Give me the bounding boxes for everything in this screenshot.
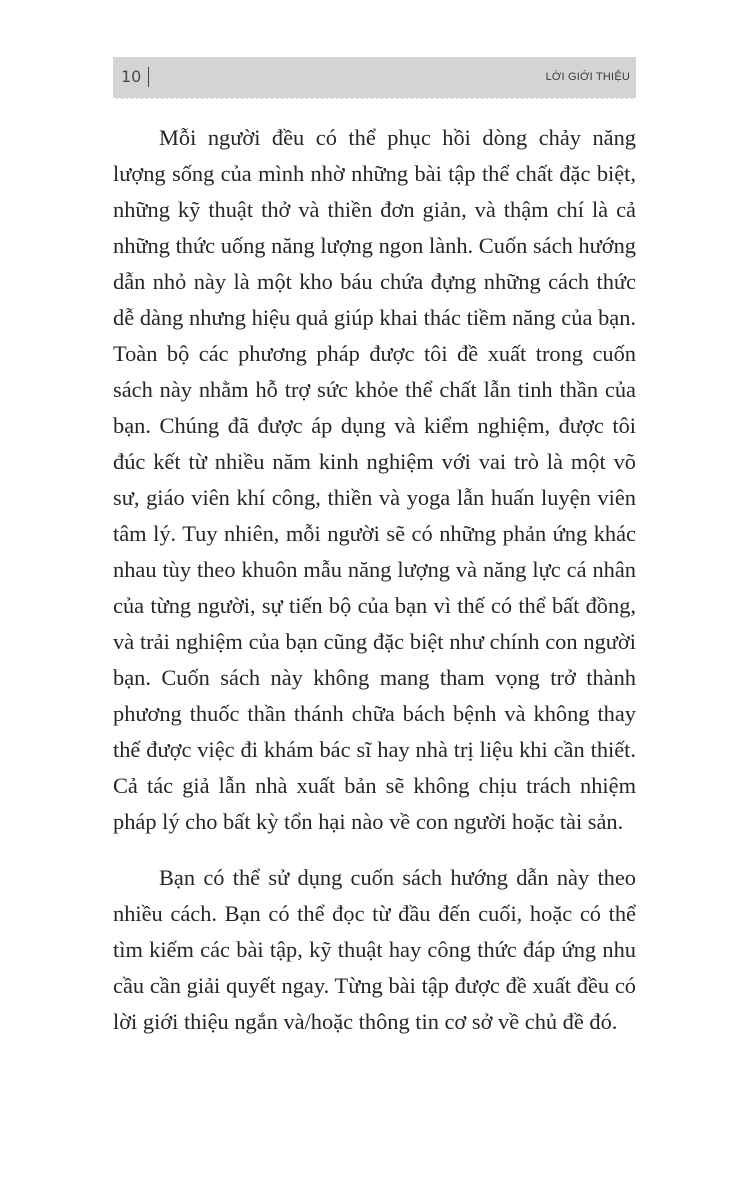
paragraph: Mỗi người đều có thể phục hồi dòng chảy năng lượng sống của mình nhờ những bài tập thể chất đặc biệt, những kỹ thuật thở và thiền đơn giản, và thậm chí là cả những thức uống năng lượng ngon lành. Cuốn sách hướng dẫn nhỏ này là một kho báu chứa đựng những cách thức dễ dàng nhưng hiệu quả giúp khai thác tiềm năng của bạn. Toàn bộ các phương pháp được tôi đề xuất trong cuốn sách này nhằm hỗ trợ sức khỏe thể chất lẫn tinh thần của bạn. Chúng đã được áp dụng và kiểm nghiệm, được tôi đúc kết từ nhiều năm kinh nghiệm với vai trò là một võ sư, giáo viên khí công, thiền và yoga lẫn huấn luyện viên tâm lý. Tuy nhiên, mỗi người sẽ có những phản ứng khác nhau tùy theo khuôn mẫu năng lượng và năng lực cá nhân của từng người, sự tiến bộ của bạn vì thế có thể bất đồng, và trải nghiệm của bạn cũng đặc biệt như chính con người bạn. Cuốn sách này không mang tham vọng trở thành phương thuốc thần thánh chữa bách bệnh và không thay thế được việc đi khám bác sĩ hay nhà trị liệu khi cần thiết. Cả tác giả lẫn nhà xuất bản sẽ không chịu trách nhiệm pháp lý cho bất kỳ tổn hại nào về con người hoặc tài sản. [113, 125, 636, 834]
chapter-title: LỜI GIỚI THIỆU [545, 71, 630, 83]
page-body [113, 120, 636, 1060]
header-separator [148, 67, 149, 87]
page-number: 10 [121, 67, 142, 86]
running-header [113, 57, 636, 99]
paragraph: Bạn có thể sử dụng cuốn sách hướng dẫn này theo nhiều cách. Bạn có thể đọc từ đầu đến cuối, hoặc có thể tìm kiếm các bài tập, kỹ thuật hay công thức đáp ứng nhu cầu cần giải quyết ngay. Từng bài tập được đề xuất đều có lời giới thiệu ngắn và/hoặc thông tin cơ sở về chủ đề đó. [113, 865, 636, 1034]
